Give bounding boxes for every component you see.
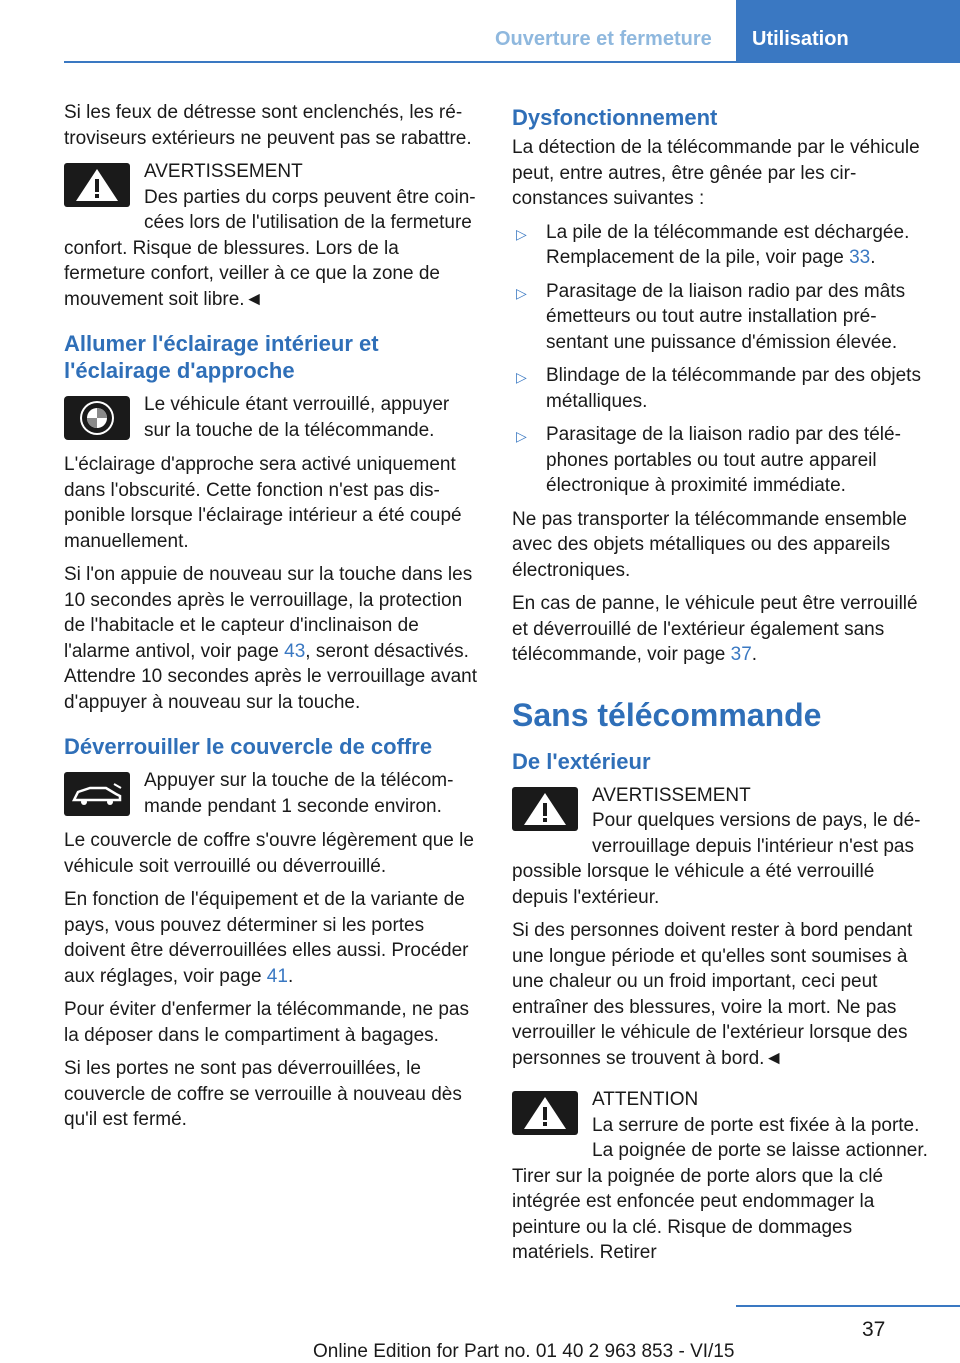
attention-title: ATTENTION [592, 1089, 699, 1110]
text: En cas de panne, le véhicule peut être verrouillé et déverrouillé de l'extérieur également sans télécommande, voir page [512, 593, 918, 665]
warning-text: Pour quelques versions de pays, le déverrouillage depuis l'intérieur n'est pas possible lorsque le véhicule a été verrouillé depuis l'extérieur. [512, 810, 921, 908]
warning-text: Des parties du corps peuvent être coincées lors de l'utilisation de la fermeture confort. Risque de blessures. Lors de la fermeture confort, veiller à ce que la zone de mouvement soit libre.◄ [64, 186, 476, 310]
page-link[interactable]: 43 [284, 640, 306, 662]
text: Blindage de la télécommande par des objets métalliques. [546, 365, 921, 412]
instruction-text: Appuyer sur la touche de la télécommande pendant 1 seconde environ. [144, 770, 454, 817]
section-heading: Dysfonctionnement [512, 105, 718, 130]
text: En fonction de l'équipement et de la variante de pays, vous pouvez déterminer si les portes doivent être déverrouillées elles aussi. Procéder aux réglages, voir page [64, 889, 469, 987]
attention-block [512, 1087, 928, 1266]
bullet-triangle-icon: ▷ [516, 284, 527, 301]
text: Parasitage de la liaison radio par des mâts émetteurs ou tout autre installation présentant une puissance d'émission élevée. [546, 280, 906, 353]
icon-instruction [64, 392, 478, 444]
list-item [512, 422, 928, 499]
instruction-text: Le véhicule étant verrouillé, appuyer sur la touche de la télécommande. [144, 394, 450, 441]
chapter-label: Utilisation [752, 28, 849, 50]
list-item [512, 220, 928, 271]
warning-block [64, 159, 478, 312]
right-column [512, 100, 928, 1274]
icon-instruction [64, 768, 478, 820]
text: Parasitage de la liaison radio par des téléphones portables ou tout autre appareil électronique à proximité immédiate. [546, 424, 901, 496]
warning-title: AVERTISSEMENT [144, 161, 303, 182]
text: La pile de la télécommande est déchargée. Remplacement de la pile, voir page [546, 221, 910, 268]
paragraph: L'éclairage d'approche sera activé uniquement dans l'obscurité. Cette fonction n'est pas disponible lorsque l'éclairage intérieur a été coupé manuellement. [64, 454, 462, 552]
paragraph: Si des personnes doivent rester à bord pendant une longue période et qu'elles sont soumises à une chaleur ou un froid important, ceci peut entraîner des blessures, voire la mort. Ne pas verrouiller le véhicule de l'extérieur lorsque des personnes se trouvent à bord.◄ [512, 920, 913, 1069]
warning-triangle-icon [512, 1091, 578, 1135]
bmw-logo-button-icon [64, 396, 130, 440]
paragraph: Le couvercle de coffre s'ouvre légèrement que le véhicule soit verrouillé ou déverrouillé. [64, 830, 474, 877]
list-item [512, 279, 928, 356]
page-link[interactable]: 33 [849, 247, 871, 268]
text: . [751, 644, 758, 665]
chapter-heading: Sans télécommande [512, 696, 822, 733]
paragraph [512, 591, 928, 668]
warning-block [512, 783, 928, 911]
text: Si l'on appuie de nouveau sur la touche dans les 10 secondes après le verrouillage, la protection de l'habitacle et le capteur d'inclinaison de l'alarme antivol, voir page [64, 564, 473, 662]
paragraph: Si les portes ne sont pas déverrouillées, le couvercle de coffre se verrouille à nouveau dès qu'il est fermé. [64, 1058, 462, 1130]
warning-triangle-icon [64, 163, 130, 207]
section-tab: Ouverture et fermeture [495, 28, 712, 50]
paragraph: La détection de la télécommande par le véhicule peut, entre autres, être gênée par les circonstances suivantes : [512, 137, 920, 209]
text: , seront désactivés. Attendre 10 secondes après le verrouillage avant d'appuyer à nouveau sur la touche. [64, 640, 477, 713]
bullet-list [512, 220, 928, 499]
section-heading: De l'extérieur [512, 748, 651, 774]
list-item [512, 363, 928, 414]
section-heading: Déverrouiller le couvercle de coffre [64, 734, 433, 759]
page-link[interactable]: 37 [730, 644, 752, 665]
edition-footer: Online Edition for Part no. 01 40 2 963 853 - VI/15 [313, 1341, 735, 1362]
paragraph: Pour éviter d'enfermer la télécommande, ne pas la déposer dans le compartiment à bagages. [64, 999, 469, 1046]
header-rule [64, 61, 960, 63]
footer-rule [736, 1305, 960, 1307]
paragraph: Ne pas transporter la télécommande ensemble avec des objets métalliques ou des appareils électroniques. [512, 508, 907, 581]
page-number: 37 [862, 1318, 886, 1341]
page-link[interactable]: 41 [266, 965, 288, 987]
left-column [64, 100, 478, 1141]
bullet-triangle-icon: ▷ [516, 369, 527, 385]
chapter-tab [736, 0, 960, 62]
text: . [287, 965, 294, 987]
page-header [0, 0, 960, 62]
paragraph [64, 887, 478, 989]
bullet-triangle-icon: ▷ [516, 428, 527, 444]
warning-title: AVERTISSEMENT [592, 784, 751, 806]
text: . [870, 247, 876, 268]
paragraph: Si les feux de détresse sont enclenchés, les rétroviseurs extérieurs ne peuvent pas se rabattre. [64, 102, 472, 149]
attention-text: La serrure de porte est fixée à la porte. La poignée de porte se laisse actionner. Tirer sur la poignée de porte alors que la clé intégrée est enfoncée peut endommager la peinture ou la clé. Risque de dommages matériels. Retirer [512, 1114, 928, 1263]
warning-triangle-icon [512, 787, 578, 831]
section-heading: Allumer l'éclairage intérieur et l'éclairage d'approche [64, 331, 379, 383]
car-trunk-button-icon [64, 772, 130, 816]
paragraph [64, 562, 478, 715]
bullet-triangle-icon: ▷ [516, 225, 527, 242]
